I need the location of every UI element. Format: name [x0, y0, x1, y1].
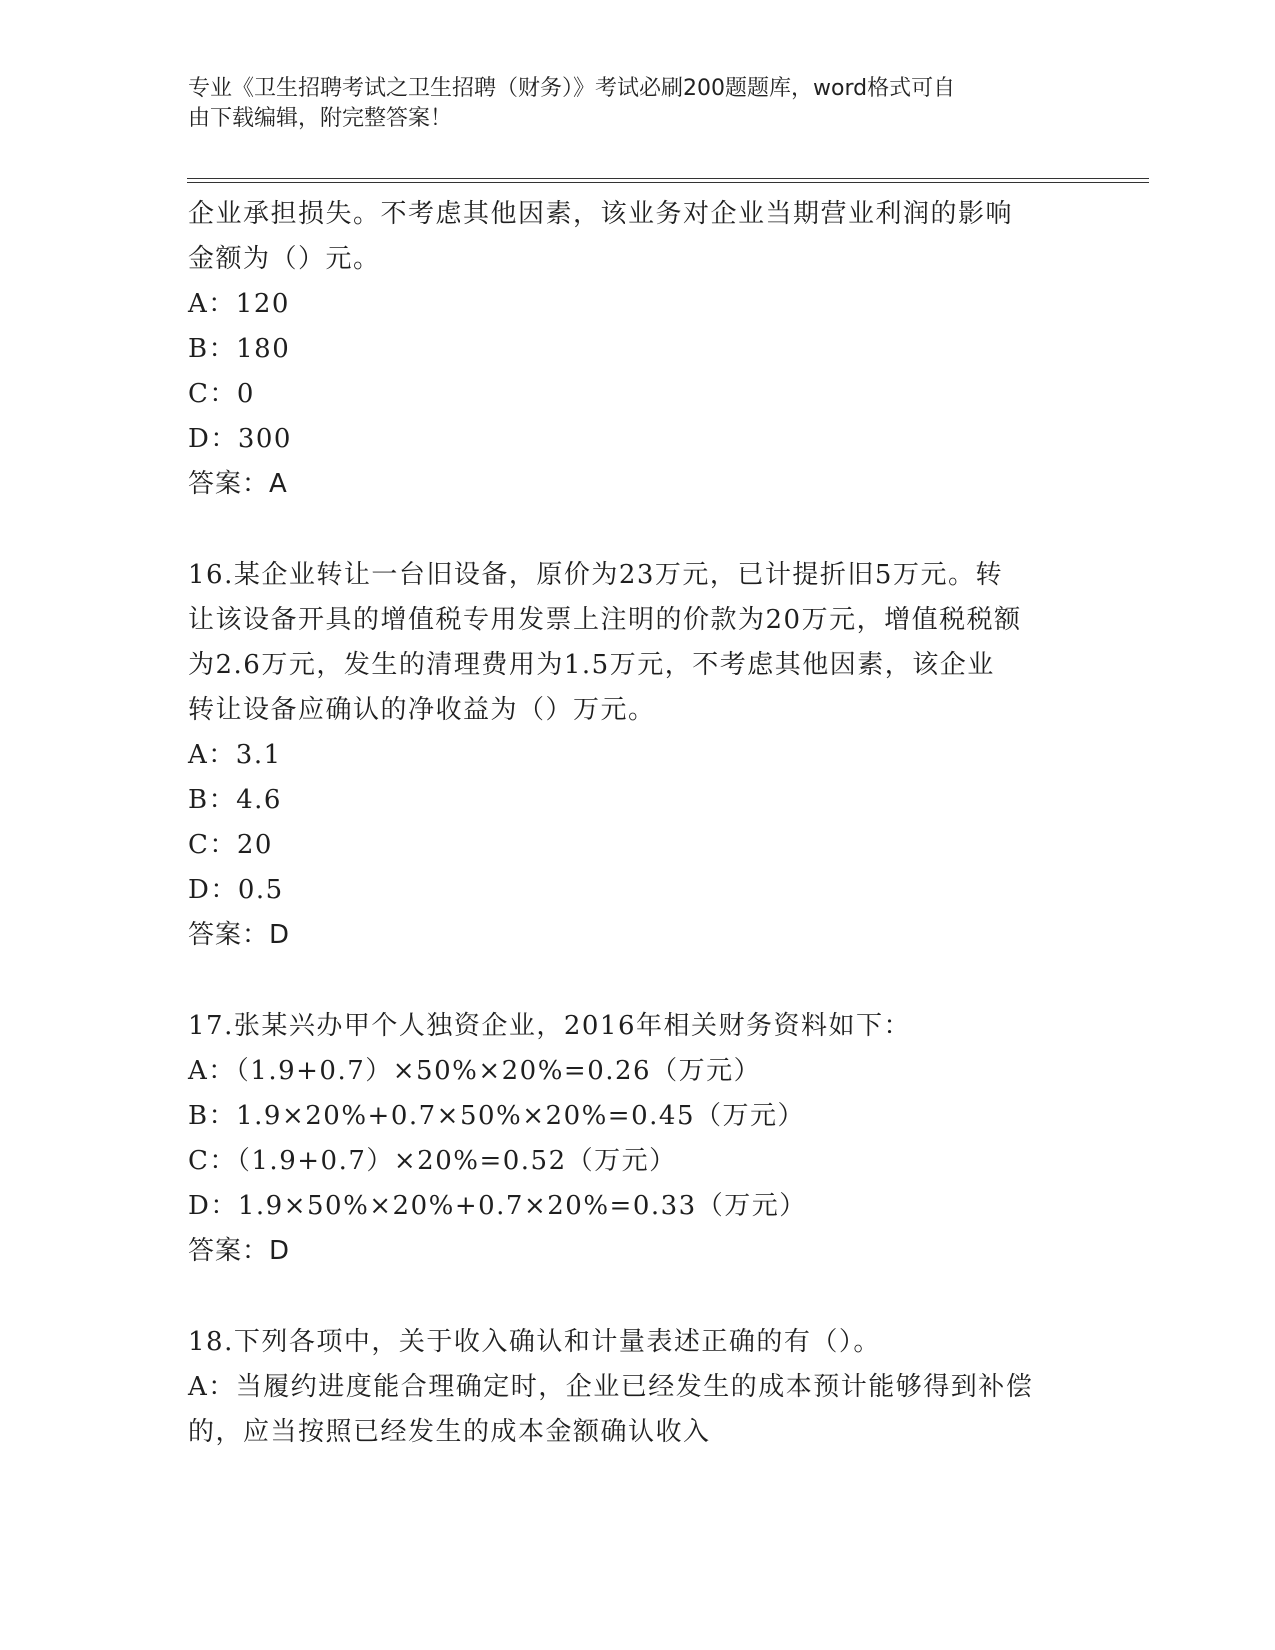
question-stem-line: 金额为（）元。 [188, 244, 381, 274]
question-stem-line: 让该设备开具的增值税专用发票上注明的价款为20万元，增值税税额 [188, 605, 1022, 635]
header-divider [187, 178, 1149, 183]
header-title-line-1: 专业《卫生招聘考试之卫生招聘（财务）》考试必刷200题题库，word格式可自 [188, 76, 956, 101]
option-c: C：0 [188, 379, 255, 409]
document-header [188, 74, 1068, 134]
question-16 [188, 553, 1068, 958]
option-c: C：20 [188, 830, 273, 860]
question-stem-line: 17.张某兴办甲个人独资企业，2016年相关财务资料如下： [188, 1011, 912, 1041]
question-stem-line: 为2.6万元，发生的清理费用为1.5万元，不考虑其他因素，该企业 [188, 650, 995, 680]
option-a-continued: 的，应当按照已经发生的成本金额确认收入 [188, 1417, 711, 1447]
question-17 [188, 1004, 1068, 1274]
option-d: D：300 [188, 424, 292, 454]
option-b: B：1.9×20%+0.7×50%×20%=0.45（万元） [188, 1101, 805, 1131]
answer-line: 答案：A [188, 469, 288, 499]
question-list [188, 192, 1068, 1455]
question-stem-line: 18.下列各项中，关于收入确认和计量表述正确的有（）。 [188, 1327, 881, 1357]
option-b: B：4.6 [188, 785, 282, 815]
question-15 [188, 192, 1068, 507]
header-title-line-2: 由下载编辑，附完整答案！ [188, 106, 453, 131]
option-a: A：120 [188, 289, 290, 319]
question-stem-line: 转让设备应确认的净收益为（）万元。 [188, 695, 656, 725]
question-stem-line: 16.某企业转让一台旧设备，原价为23万元，已计提折旧5万元。转 [188, 560, 1003, 590]
answer-line: 答案：D [188, 920, 291, 950]
option-d: D：1.9×50%×20%+0.7×20%=0.33（万元） [188, 1191, 807, 1221]
option-a: A：3.1 [188, 740, 282, 770]
option-a: A：当履约进度能合理确定时，企业已经发生的成本预计能够得到补偿 [188, 1372, 1034, 1402]
question-18 [188, 1320, 1068, 1455]
answer-line: 答案：D [188, 1236, 291, 1266]
question-stem-line: 企业承担损失。不考虑其他因素，该业务对企业当期营业利润的影响 [188, 199, 1014, 229]
option-d: D：0.5 [188, 875, 284, 905]
option-a: A：（1.9+0.7）×50%×20%=0.26（万元） [188, 1056, 762, 1086]
option-b: B：180 [188, 334, 291, 364]
option-c: C：（1.9+0.7）×20%=0.52（万元） [188, 1146, 677, 1176]
